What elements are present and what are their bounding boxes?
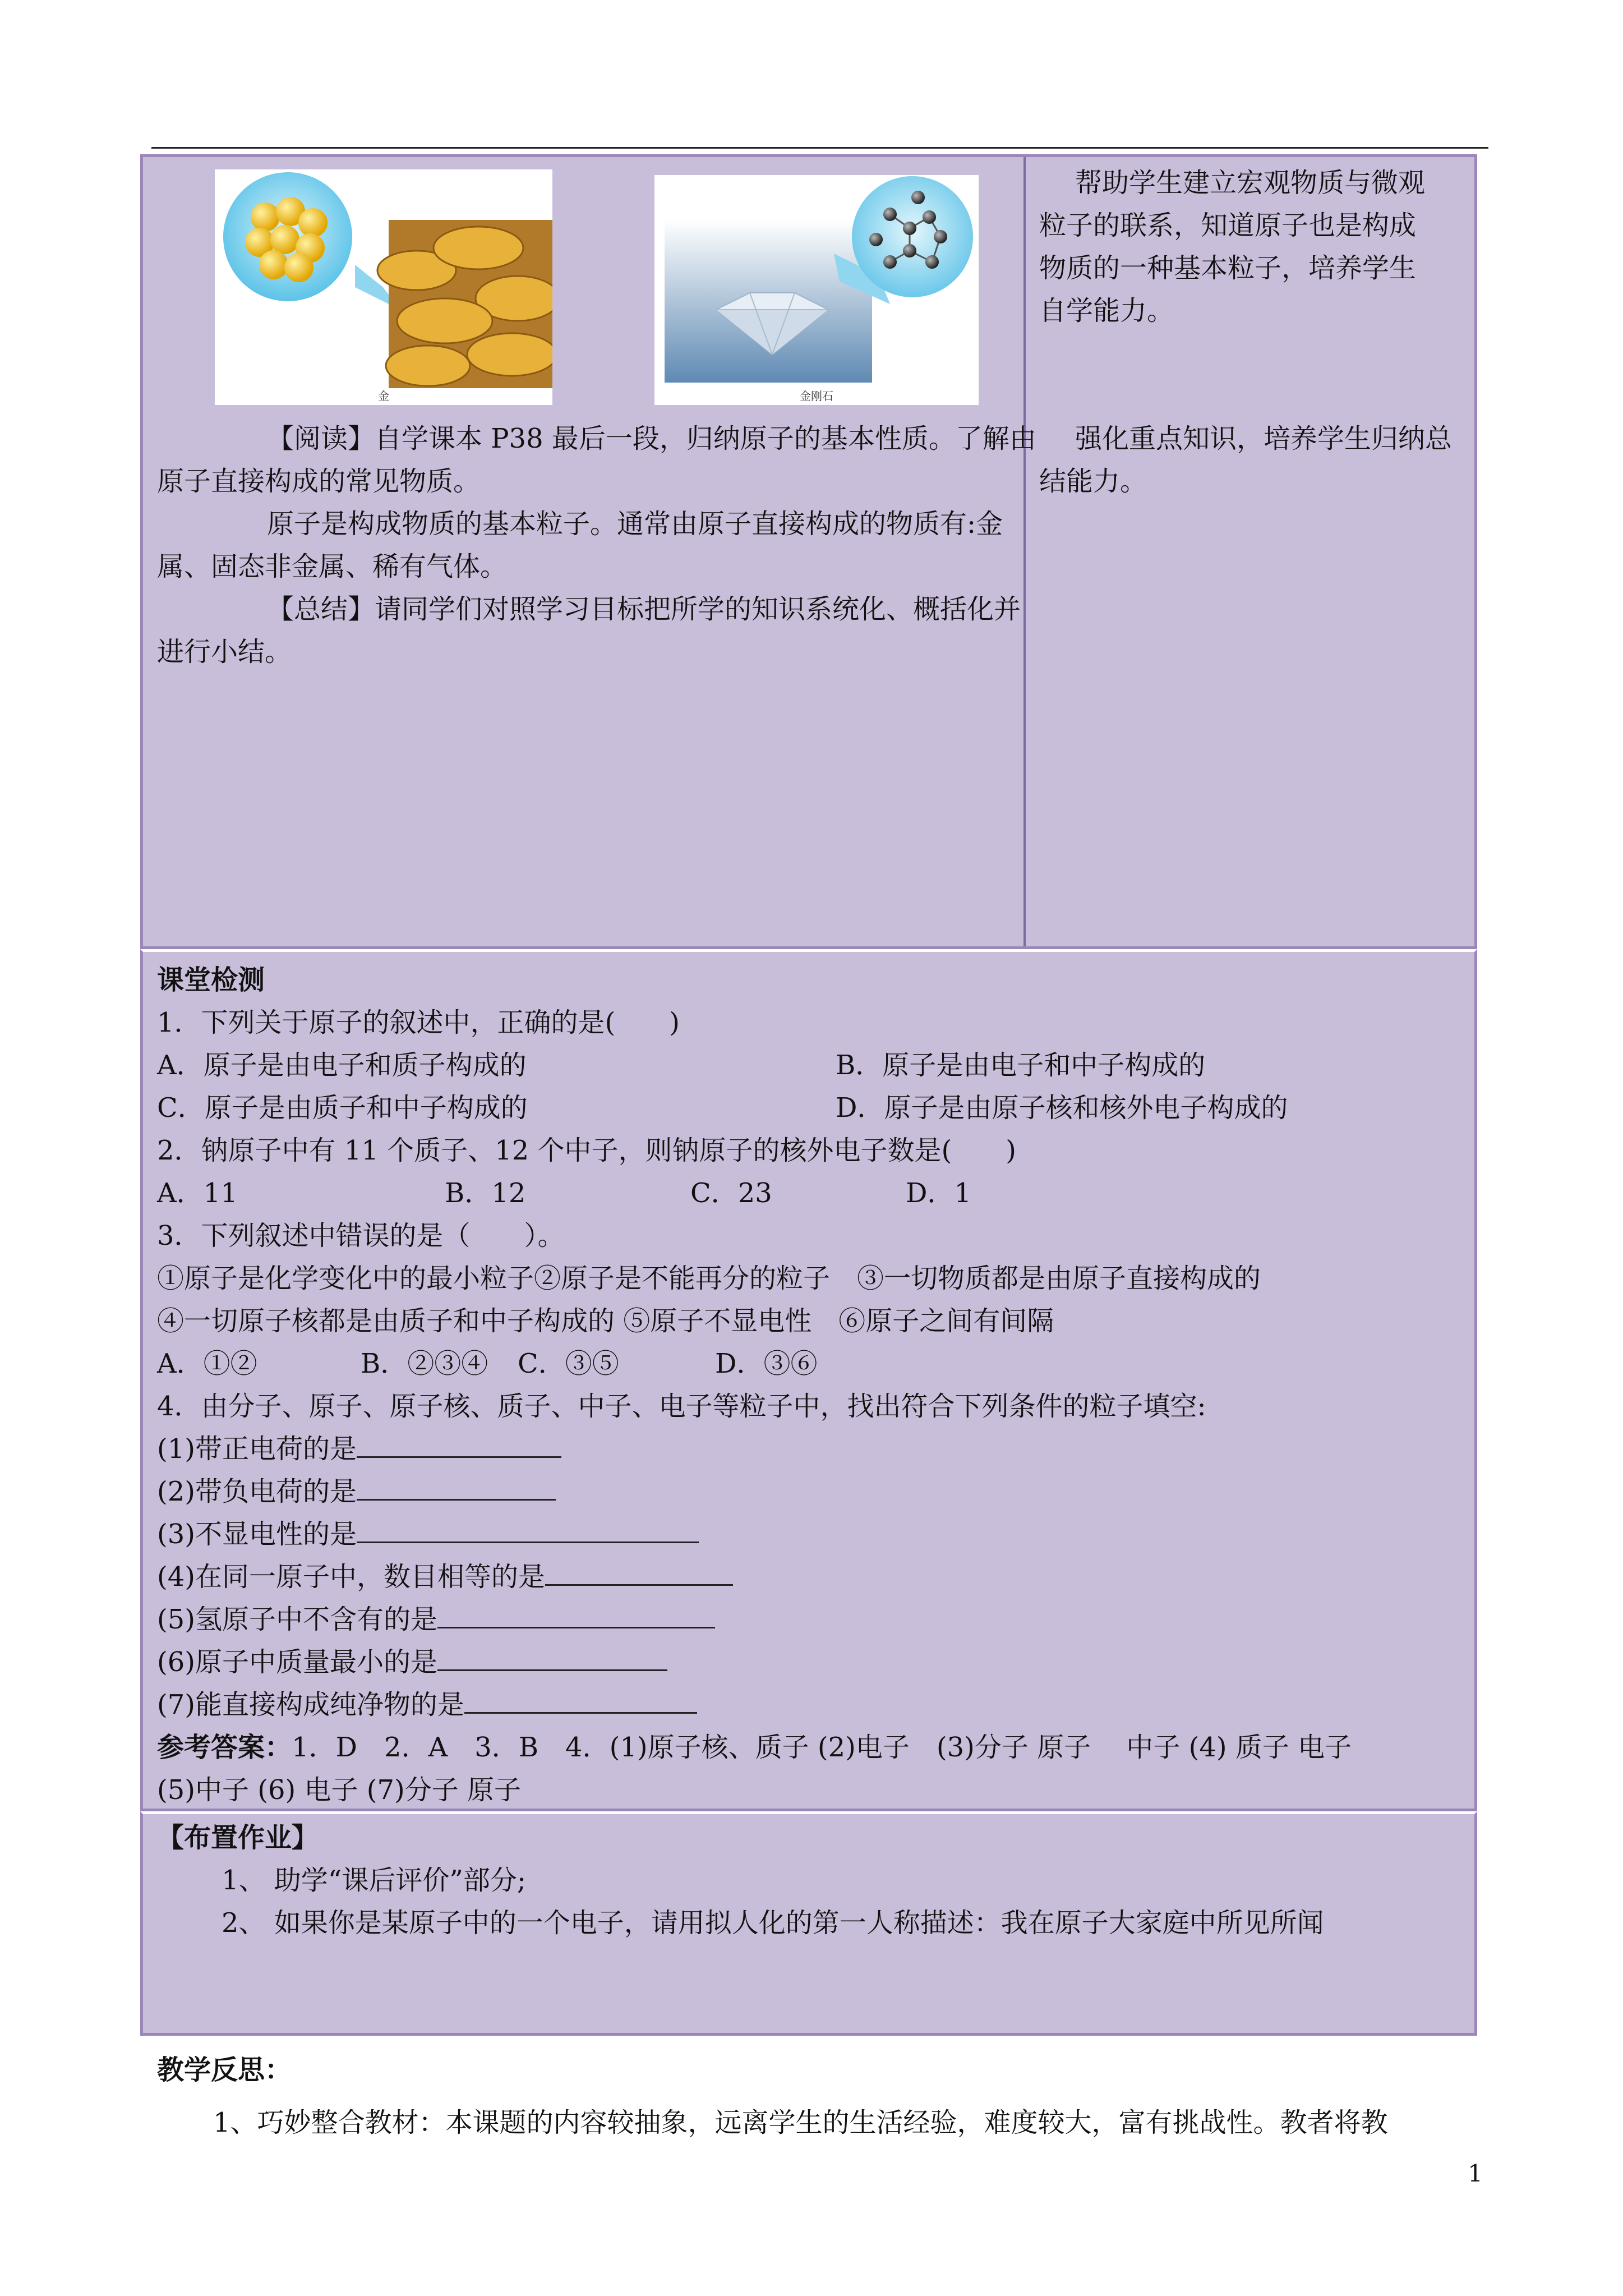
gold-caption: 金 [378,389,389,403]
q1-option-b: B．原子是由电子和中子构成的 [836,1050,1206,1081]
right-note1-line4: 自学能力。 [1039,295,1174,326]
read-paragraph-line1: 【阅读】自学课本 P38 最后一段，归纳原子的基本性质。了解由 [267,423,1036,454]
q4-item-1-label: (1)带正电荷的是 [157,1433,357,1465]
q4-item-4 [157,1556,733,1598]
q4-blank-5[interactable] [437,1601,715,1628]
right-note2-line1: 强化重点知识，培养学生归纳总 [1075,423,1453,454]
q4-item-5-label: (5)氢原子中不含有的是 [157,1604,437,1635]
question-4: 4．由分子、原子、原子核、质子、中子、电子等粒子中，找出符合下列条件的粒子填空: [157,1391,1206,1422]
summary-paragraph-line2: 进行小结。 [157,636,292,668]
homework-item-2: 2、 如果你是某原子中的一个电子，请用拟人化的第一人称描述：我在原子大家庭中所见所闻 [222,1907,1324,1939]
header-rule [151,147,1488,149]
q4-item-1 [157,1428,561,1470]
q4-item-5 [157,1598,715,1641]
q4-item-2-label: (2)带负电荷的是 [157,1476,357,1507]
reflection-line1: 1、巧妙整合教材：本课题的内容较抽象，远离学生的生活经验，难度较大，富有挑战性。教者将教 [213,2107,1388,2138]
q3-option-d: D．③⑥ [715,1348,818,1379]
q3-option-a: A．①② [157,1348,257,1379]
gold-image [215,169,552,405]
q3-statements-line1: ①原子是化学变化中的最小粒子②原子是不能再分的粒子 ③一切物质都是由原子直接构成的 [157,1263,1261,1294]
right-note1-line2: 粒子的联系，知道原子也是构成 [1039,210,1417,241]
q3-option-c: C．③⑤ [518,1348,619,1379]
top-section [140,154,1477,949]
homework-item-1: 1、 助学“课后评价”部分; [222,1865,527,1896]
atom-paragraph-line1: 原子是构成物质的基本粒子。通常由原子直接构成的物质有:金 [267,508,1003,540]
q4-blank-2[interactable] [357,1473,556,1501]
q4-item-6-label: (6)原子中质量最小的是 [157,1646,437,1678]
reflection-heading: 教学反思： [157,2054,292,2086]
q4-item-7-label: (7)能直接构成纯净物的是 [157,1689,464,1720]
q1-option-d: D．原子是由原子核和核外电子构成的 [836,1092,1288,1124]
q4-item-7 [157,1683,697,1726]
q3-statements-line2: ④一切原子核都是由质子和中子构成的 ⑤原子不显电性 ⑥原子之间有间隔 [157,1305,1054,1337]
question-3: 3．下列叙述中错误的是（ ）。 [157,1220,565,1251]
homework-heading: 【布置作业】 [157,1822,319,1853]
q2-option-d: D．1 [906,1177,972,1209]
q2-option-a: A．11 [157,1177,238,1209]
class-test-section [140,949,1477,1811]
question-2: 2．钠原子中有 11 个质子、12 个中子，则钠原子的核外电子数是( ) [157,1135,1016,1166]
answer-label: 参考答案： [157,1732,292,1763]
class-test-heading: 课堂检测 [157,964,265,996]
gold-illustration [215,169,552,388]
column-divider [1023,157,1026,946]
q4-item-3-label: (3)不显电性的是 [157,1519,357,1550]
q4-item-3 [157,1513,699,1556]
q4-blank-1[interactable] [357,1430,561,1458]
q4-item-4-label: (4)在同一原子中，数目相等的是 [157,1561,545,1593]
q4-item-6 [157,1641,667,1683]
q1-option-c: C．原子是由质子和中子构成的 [157,1092,528,1124]
answer-text1: 1．D 2．A 3．B 4．(1)原子核、质子 (2)电子 (3)分子 原子 中子 (4) 质子 电子 [292,1732,1352,1763]
q4-blank-4[interactable] [545,1558,733,1586]
atom-paragraph-line2: 属、固态非金属、稀有气体。 [157,551,508,582]
homework-section [140,1811,1477,2036]
summary-paragraph-line1: 【总结】请同学们对照学习目标把所学的知识系统化、概括化并 [267,593,1021,625]
q1-option-a: A．原子是由电子和质子构成的 [157,1050,527,1081]
diamond-caption: 金刚石 [800,389,833,403]
diamond-image [654,175,979,405]
answer-line2: (5)中子 (6) 电子 (7)分子 原子 [157,1774,522,1806]
page-number: 1 [1468,2160,1483,2187]
right-note2-line2: 结能力。 [1039,466,1147,497]
answer-line1 [157,1726,1352,1769]
read-paragraph-line2: 原子直接构成的常见物质。 [157,466,481,497]
q4-blank-7[interactable] [464,1686,697,1714]
right-note1-line1: 帮助学生建立宏观物质与微观 [1075,167,1426,199]
q2-option-c: C．23 [690,1177,772,1209]
diamond-illustration [654,175,979,388]
q4-item-2 [157,1470,556,1513]
q3-option-b: B．②③④ [361,1348,488,1379]
q2-option-b: B．12 [445,1177,526,1209]
q4-blank-3[interactable] [357,1516,699,1543]
q4-blank-6[interactable] [437,1644,667,1671]
right-note1-line3: 物质的一种基本粒子，培养学生 [1039,252,1417,284]
question-1: 1．下列关于原子的叙述中，正确的是( ) [157,1007,680,1038]
